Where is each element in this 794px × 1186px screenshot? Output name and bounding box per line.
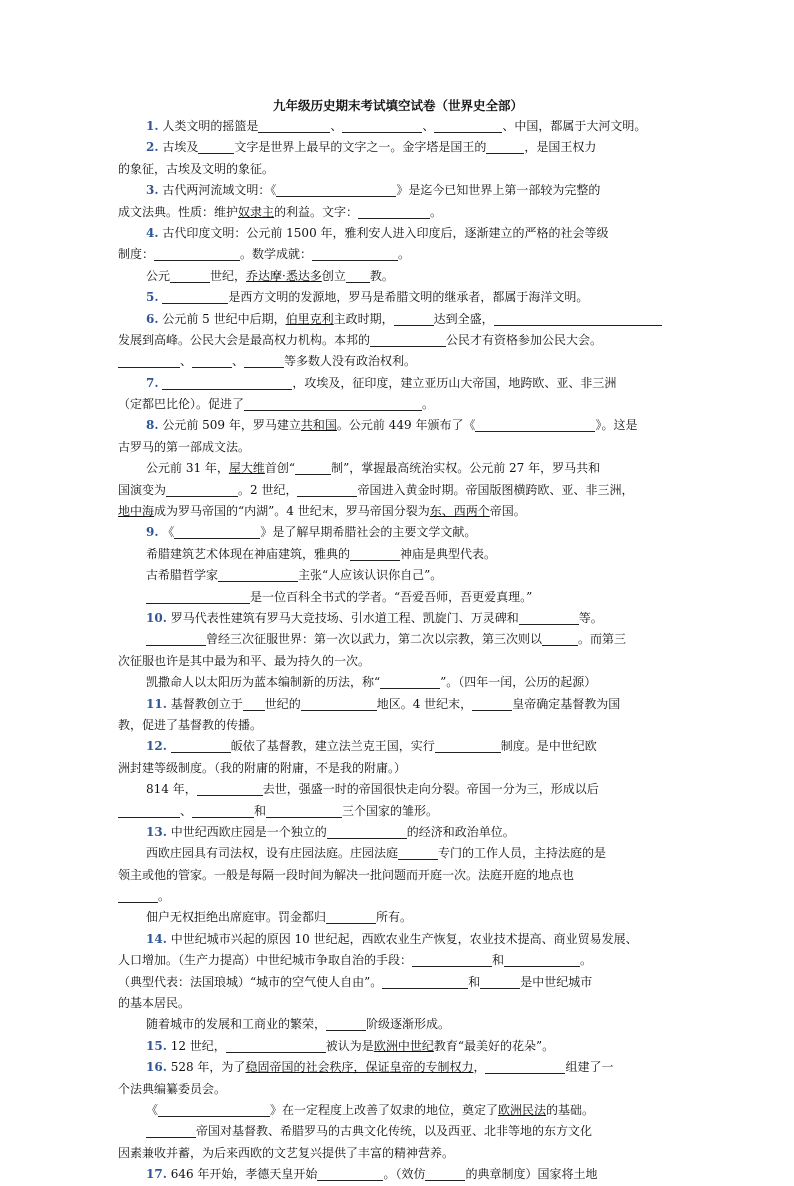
line-text: 制度：: [118, 247, 155, 262]
line-text: 中世纪西欧庄园是一个独立的: [166, 824, 327, 839]
answer-blank[interactable]: [425, 1166, 465, 1181]
answer-blank[interactable]: [162, 289, 228, 304]
answer-blank[interactable]: [198, 139, 234, 154]
line-text: 》在一定程度上改善了奴隶的地位，奠定了: [270, 1102, 499, 1117]
underlined-term: 共和国: [300, 418, 337, 433]
line-text: 。: [398, 247, 411, 262]
question-number: 2.: [146, 140, 159, 155]
text-line: [118, 223, 678, 244]
question-number: 3.: [146, 183, 159, 198]
answer-blank[interactable]: [276, 182, 396, 197]
line-text: 古代两河流域文明：《: [158, 183, 277, 198]
line-text: 古埃及: [158, 140, 199, 155]
question-number: 6.: [146, 311, 159, 326]
line-text: 公元: [146, 268, 171, 283]
line-text: 帝国。: [489, 504, 526, 519]
worksheet-page: [118, 96, 678, 1186]
line-text: 。数学成就：: [240, 247, 313, 262]
line-text: 地区。4 世纪末，: [376, 696, 473, 711]
line-text: ，是国王权力: [524, 140, 597, 155]
answer-blank[interactable]: [118, 803, 180, 818]
answer-blank[interactable]: [317, 1166, 383, 1181]
answer-blank[interactable]: [171, 738, 231, 753]
question-number: 9.: [146, 525, 159, 540]
line-text: （典型代表：法国琅城）“城市的空气使人自由”。: [118, 974, 383, 989]
line-text: 是一位百科全书式的学者。“吾爱吾师，吾更爱真理。”: [250, 589, 533, 604]
answer-blank[interactable]: [350, 546, 400, 561]
answer-blank[interactable]: [118, 888, 158, 903]
underlined-term: 稳固帝国的社会秩序，保证皇帝的专制权力: [245, 1060, 474, 1075]
answer-blank[interactable]: [382, 974, 468, 989]
line-text: 12 世纪，: [166, 1038, 226, 1053]
text-line: [118, 779, 678, 800]
text-line: [118, 137, 678, 158]
answer-blank[interactable]: [158, 1102, 270, 1117]
line-text: 首创“: [264, 461, 296, 476]
line-text: ，攻埃及，征印度，建立亚历山大帝国，地跨欧、亚、非三洲: [292, 375, 617, 390]
line-text: 制”，掌握最高统治实权。公元前 27 年，罗马共和: [331, 461, 601, 476]
answer-blank[interactable]: [266, 803, 342, 818]
line-text: 皈依了基督教，建立法兰克王国，实行: [230, 739, 435, 754]
worksheet-body: [118, 116, 678, 1186]
text-line: [118, 1036, 678, 1057]
line-text: 和: [468, 974, 481, 989]
line-text: ”。（四年一闰，公历的起源）: [440, 675, 597, 690]
text-line: [118, 715, 678, 736]
question-number: 8.: [146, 418, 159, 433]
line-text: 、: [330, 119, 343, 133]
line-text: 西欧庄园具有司法权，设有庄园法庭。庄园法庭: [146, 846, 399, 861]
line-text: 组建了一: [565, 1060, 614, 1075]
line-text: 皇帝确定基督教为国: [512, 696, 621, 711]
answer-blank[interactable]: [243, 696, 265, 711]
answer-blank[interactable]: [480, 974, 520, 989]
line-text: 教，促进了基督教的传播。: [118, 717, 263, 732]
text-line: [118, 415, 678, 436]
line-text: 主政时期，: [333, 311, 394, 326]
answer-blank[interactable]: [472, 696, 512, 711]
line-text: 主张“人应该认识你自己”。: [298, 568, 443, 583]
line-text: 文字是世界上最早的文字之一。金字塔是国王的: [234, 140, 487, 155]
answer-blank[interactable]: [485, 1059, 565, 1074]
line-text: 。2 世纪，: [238, 482, 298, 497]
text-line: [118, 501, 678, 522]
question-number: 13.: [146, 824, 167, 839]
text-line: [118, 865, 678, 886]
text-line: [118, 1014, 678, 1035]
answer-blank[interactable]: [154, 246, 240, 261]
question-number: 11.: [146, 696, 167, 711]
answer-blank[interactable]: [192, 353, 232, 368]
text-line: [118, 1057, 678, 1078]
answer-blank[interactable]: [297, 482, 357, 497]
text-line: [118, 544, 678, 565]
line-text: 》是了解早期希腊社会的主要文学文献。: [260, 525, 477, 540]
line-text: 凯撒命人以太阳历为蓝本编制新的历法，称“: [146, 675, 381, 690]
line-text: 。公元前 449 年颁布了《: [336, 418, 476, 433]
line-text: 。: [158, 889, 171, 904]
answer-blank[interactable]: [394, 311, 434, 326]
line-text: 教育“最美好的花朵”。: [433, 1038, 555, 1053]
line-text: 《: [158, 525, 175, 540]
line-text: 的典章制度）国家将土地: [465, 1167, 598, 1182]
question-number: 1.: [146, 119, 159, 133]
line-text: 和: [492, 953, 505, 968]
text-line: [118, 244, 678, 265]
line-text: 公元前 5 世纪中后期，: [158, 311, 286, 326]
text-line: [118, 1079, 678, 1100]
line-text: 。: [430, 204, 443, 219]
line-text: 基督教创立于: [166, 696, 243, 711]
line-text: 528 年，为了: [166, 1060, 246, 1075]
underlined-term: 欧洲民法: [498, 1102, 547, 1117]
text-line: [118, 736, 678, 757]
answer-blank[interactable]: [326, 909, 376, 924]
text-line: [118, 929, 678, 950]
answer-blank[interactable]: [301, 696, 377, 711]
underlined-term: 伯里克利: [285, 311, 334, 326]
line-text: 公元前 31 年，: [146, 461, 229, 476]
line-text: 的利益。文字：: [274, 204, 359, 219]
line-text: 发展到高峰。公民大会是最高权力机构。本邦的: [118, 332, 371, 347]
text-line: [118, 437, 678, 458]
answer-blank[interactable]: [218, 567, 298, 582]
text-line: [118, 950, 678, 971]
text-line: [118, 1143, 678, 1164]
line-text: 阶级逐渐形成。: [366, 1017, 451, 1032]
line-text: 646 年开始，孝德天皇开始: [166, 1167, 318, 1182]
text-line: [118, 351, 678, 372]
text-line: [118, 480, 678, 501]
line-text: 所有。: [376, 910, 413, 925]
text-line: [118, 202, 678, 223]
line-text: 的经济和政治单位。: [406, 824, 515, 839]
text-line: [118, 672, 678, 693]
question-number: 17.: [146, 1167, 167, 1182]
line-text: 达到全盛，: [433, 311, 494, 326]
line-text: 古希腊哲学家: [146, 568, 219, 583]
text-line: [118, 907, 678, 928]
line-text: 、: [180, 354, 193, 369]
answer-blank[interactable]: [434, 118, 502, 133]
line-text: 成文法典。性质：维护: [118, 204, 239, 219]
answer-blank[interactable]: [326, 1016, 366, 1031]
line-text: 、: [180, 803, 193, 818]
line-text: 领主或他的管家。一般是每隔一段时间为解决一批问题而开庭一次。法庭开庭的地点也: [118, 867, 575, 882]
line-text: 洲封建等级制度。（我的附庸的附庸，不是我的附庸。）: [118, 760, 407, 775]
line-text: 创立: [321, 268, 346, 283]
text-line: [118, 458, 678, 479]
answer-blank[interactable]: [370, 332, 446, 347]
line-text: 和: [254, 803, 267, 818]
line-text: 》。这是: [595, 418, 638, 433]
answer-blank[interactable]: [118, 353, 180, 368]
text-line: [118, 1164, 678, 1185]
underlined-term: 欧洲中世纪: [373, 1038, 434, 1053]
answer-blank[interactable]: [244, 396, 422, 411]
underlined-term: 地中海: [118, 504, 155, 519]
answer-blank[interactable]: [258, 118, 330, 133]
line-text: 、: [422, 119, 435, 133]
line-text: 曾经三次征服世界：第一次以武力，第二次以宗教，第三次则以: [206, 632, 543, 647]
line-text: 帝国进入黄金时期。帝国版图横跨欧、亚、非三洲，: [357, 482, 634, 497]
line-text: 人类文明的摇篮是: [158, 119, 259, 133]
answer-blank[interactable]: [146, 589, 250, 604]
text-line: [118, 116, 678, 137]
line-text: 的基本居民。: [118, 996, 191, 1011]
text-line: [118, 373, 678, 394]
answer-blank[interactable]: [542, 631, 578, 646]
line-text: 教。: [369, 268, 394, 283]
line-text: 世纪的: [264, 696, 301, 711]
question-number: 14.: [146, 931, 167, 946]
answer-blank[interactable]: [398, 845, 438, 860]
answer-blank[interactable]: [519, 610, 579, 625]
line-text: 制度。是中世纪欧: [500, 739, 597, 754]
text-line: [118, 330, 678, 351]
line-text: 希腊建筑艺术体现在神庙建筑，雅典的: [146, 546, 351, 561]
line-text: 。: [580, 953, 593, 968]
text-line: [118, 266, 678, 287]
text-line: [118, 1100, 678, 1121]
line-text: ，: [473, 1060, 486, 1075]
text-line: [118, 587, 678, 608]
question-number: 15.: [146, 1038, 167, 1053]
text-line: [118, 651, 678, 672]
underlined-term: 屋大维: [228, 461, 265, 476]
answer-blank[interactable]: [312, 246, 398, 261]
question-number: 12.: [146, 739, 167, 754]
line-text: 等。: [578, 610, 603, 625]
answer-blank[interactable]: [192, 803, 254, 818]
line-text: 。: [422, 397, 435, 412]
line-text: 世纪，: [210, 268, 247, 283]
answer-blank[interactable]: [486, 139, 524, 154]
line-text: 。（效仿: [383, 1167, 426, 1182]
text-line: [118, 629, 678, 650]
question-number: 5.: [146, 290, 159, 305]
line-text: 的基础。: [546, 1102, 595, 1117]
answer-blank[interactable]: [435, 738, 501, 753]
answer-blank[interactable]: [174, 524, 260, 539]
text-line: [118, 993, 678, 1014]
text-line: [118, 758, 678, 779]
answer-blank[interactable]: [146, 1123, 196, 1138]
line-text: 次征服也许是其中最为和平、最为持久的一次。: [118, 653, 371, 668]
answer-blank[interactable]: [170, 268, 210, 283]
line-text: 成为罗马帝国的“内湖”。4 世纪末，罗马帝国分裂为: [154, 504, 430, 519]
text-line: [118, 801, 678, 822]
text-line: [118, 287, 678, 308]
question-number: 16.: [146, 1060, 167, 1075]
line-text: 三个国家的雏形。: [342, 803, 439, 818]
page-title: 九年级历史期末考试填空试卷（世界史全部）: [272, 98, 523, 113]
answer-blank[interactable]: [327, 824, 407, 839]
text-line: [118, 159, 678, 180]
text-line: [118, 972, 678, 993]
answer-blank[interactable]: [504, 952, 580, 967]
line-text: 、中国，都属于大河文明。: [502, 119, 647, 133]
line-text: 是中世纪城市: [520, 974, 593, 989]
answer-blank[interactable]: [226, 1038, 326, 1053]
text-line: [118, 1121, 678, 1142]
line-text: 人口增加。（生产力提高）中世纪城市争取自治的手段：: [118, 953, 413, 968]
line-text: 是西方文明的发源地，罗马是希腊文明的继承者，都属于海洋文明。: [228, 290, 589, 305]
line-text: 帝国对基督教、希腊罗马的古典文化传统，以及西亚、北非等地的东方文化: [196, 1124, 593, 1139]
text-line: [118, 608, 678, 629]
question-number: 7.: [146, 375, 159, 390]
text-line: [118, 394, 678, 415]
line-text: 古罗马的第一部成文法。: [118, 439, 251, 454]
line-text: 公民才有资格参加公民大会。: [446, 332, 603, 347]
line-text: 。而第三: [578, 632, 627, 647]
line-text: 佃户无权拒绝出席庭审。罚金都归: [146, 910, 327, 925]
answer-blank[interactable]: [346, 268, 370, 283]
line-text: 公元前 509 年，罗马建立: [158, 418, 301, 433]
answer-blank[interactable]: [146, 631, 206, 646]
question-number: 4.: [146, 225, 159, 240]
line-text: 神庙是典型代表。: [400, 546, 497, 561]
text-line: [118, 694, 678, 715]
answer-blank[interactable]: [244, 353, 284, 368]
underlined-term: 奴隶主: [238, 204, 275, 219]
answer-blank[interactable]: [380, 674, 440, 689]
answer-blank[interactable]: [166, 482, 238, 497]
text-line: [118, 565, 678, 586]
line-text: 中世纪城市兴起的原因 10 世纪起，西欧农业生产恢复，农业技术提高、商业贸易发展、: [166, 931, 638, 946]
text-line: [118, 180, 678, 201]
line-text: 古代印度文明：公元前 1500 年，雅利安人进入印度后，逐渐建立的严格的社会等级: [158, 225, 609, 240]
line-text: 的象征，古埃及文明的象征。: [118, 161, 275, 176]
line-text: 随着城市的发展和工商业的繁荣，: [146, 1017, 327, 1032]
line-text: 被认为是: [325, 1038, 374, 1053]
text-line: [118, 309, 678, 330]
answer-blank[interactable]: [197, 781, 263, 796]
line-text: 国演变为: [118, 482, 167, 497]
answer-blank[interactable]: [475, 417, 595, 432]
line-text: 因素兼收并蓄，为后来西欧的文艺复兴提供了丰富的精神营养。: [118, 1145, 455, 1160]
underlined-term: 东、西两个: [429, 504, 490, 519]
underlined-term: 乔达摩·悉达多: [246, 268, 322, 283]
line-text: 罗马代表性建筑有罗马大竞技场、引水道工程、凯旋门、万灵碑和: [166, 610, 519, 625]
answer-blank[interactable]: [494, 311, 662, 326]
line-text: 等多数人没有政治权利。: [284, 354, 417, 369]
line-text: 、: [232, 354, 245, 369]
line-text: 专门的工作人员，主持法庭的是: [438, 846, 607, 861]
question-number: 10.: [146, 610, 167, 625]
text-line: [118, 843, 678, 864]
answer-blank[interactable]: [342, 118, 422, 133]
line-text: 》是迄今已知世界上第一部较为完整的: [396, 183, 601, 198]
line-text: 去世，强盛一时的帝国很快走向分裂。帝国一分为三，形成以后: [262, 782, 599, 797]
text-line: [118, 886, 678, 907]
text-line: [118, 522, 678, 543]
answer-blank[interactable]: [412, 952, 492, 967]
line-text: 个法典编纂委员会。: [118, 1081, 227, 1096]
line-text: 《: [146, 1102, 159, 1117]
text-line: [118, 822, 678, 843]
line-text: 814 年，: [146, 782, 197, 797]
answer-blank[interactable]: [295, 460, 331, 475]
answer-blank[interactable]: [162, 375, 292, 390]
answer-blank[interactable]: [358, 204, 430, 219]
line-text: （定都巴比伦）。促进了: [118, 397, 245, 412]
